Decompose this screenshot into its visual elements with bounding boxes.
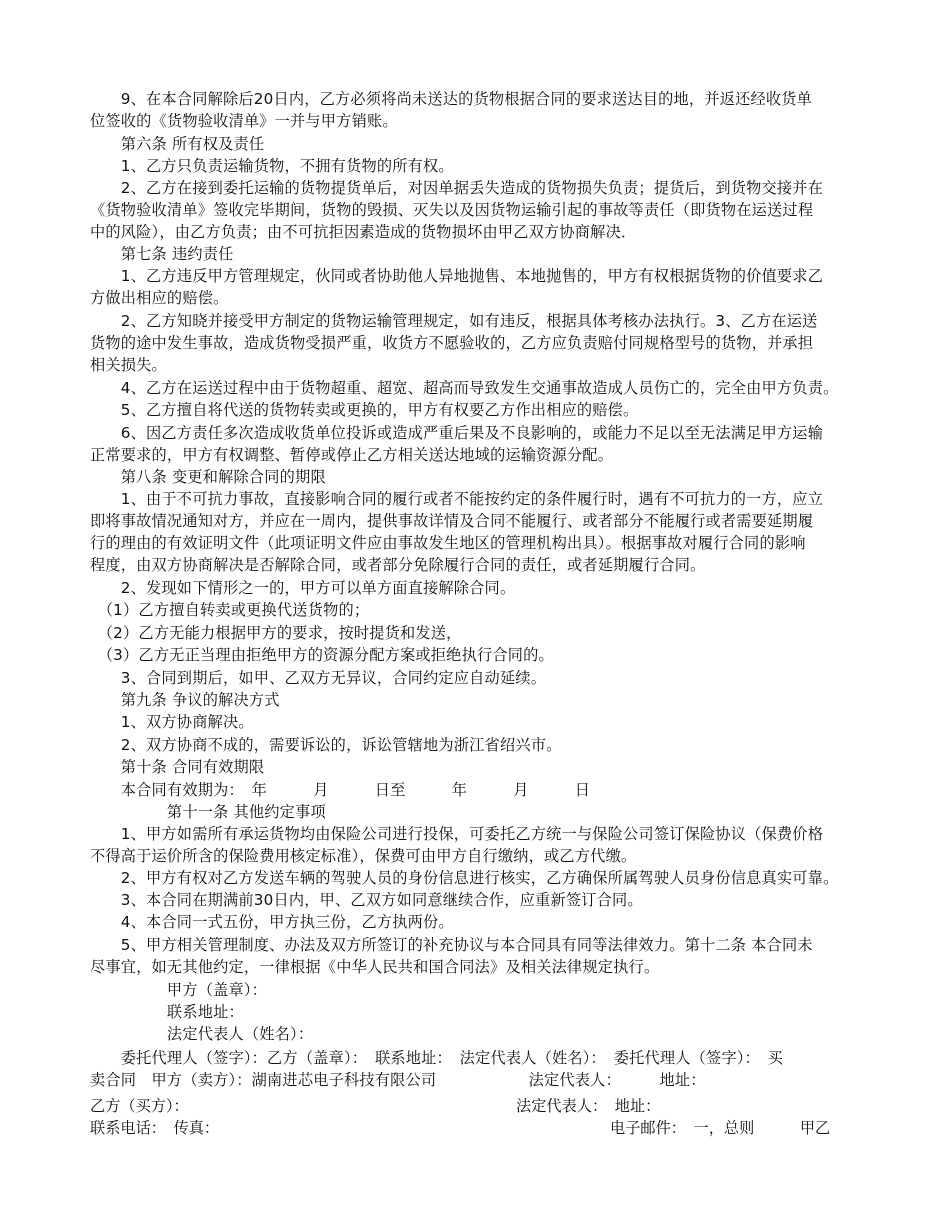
contract-line: 不得高于运价所含的保险费用核定标准），保费可由甲方自行缴纳，或乙方代缴。 [90, 847, 637, 865]
contract-line: （2）乙方无能力根据甲方的要求，按时提货和发送， [90, 624, 462, 642]
contract-line: 1、甲方如需所有承运货物均由保险公司进行投保，可委托乙方统一与保险公司签订保险协议（保费价格 [90, 825, 824, 843]
contract-line: 6、因乙方责任多次造成收货单位投诉或造成严重后果及不良影响的，或能力不足以至无法满足甲方运输 [90, 424, 824, 442]
contract-line: 即将事故情况通知对方，并应在一周内，提供事故详情及合同不能履行、或者部分不能履行或者需要延期履 [90, 512, 814, 530]
contract-line: 4、乙方在运送过程中由于货物超重、超宽、超高而导致发生交通事故造成人员伤亡的，完全由甲方负责。 [90, 379, 839, 397]
contract-line: 程度，由双方协商解决是否解除合同，或者部分免除履行合同的责任，或者延期履行合同。 [90, 556, 706, 574]
contract-line: 本合同有效期为： 年 月 日至 年 月 日 [90, 781, 591, 799]
contract-line: 方做出相应的赔偿。 [90, 289, 229, 307]
buyer-representative-address: 法定代表人： 地址： [516, 1097, 661, 1115]
phone-fax-line: 联系电话： 传真： [90, 1119, 220, 1137]
contract-line: 法定代表人（姓名）： [90, 1025, 314, 1043]
contract-line: 联系地址： [90, 1003, 244, 1021]
contract-line: 第十一条 其他约定事项 [90, 803, 326, 821]
contract-line: 委托代理人（签字）：乙方（盖章）： 联系地址： 法定代表人（姓名）： 委托代理人（签字）： 买 [90, 1049, 784, 1067]
contract-line: 位签收的《货物验收清单》一并与甲方销账。 [90, 112, 398, 130]
contract-line: 卖合同 甲方（卖方）：湖南进芯电子科技有限公司 法定代表人： 地址： [90, 1071, 706, 1089]
contract-line: 2、乙方在接到委托运输的货物提货单后，对因单据丢失造成的货物损失负责；提货后，到货物交接并在 [90, 179, 824, 197]
contract-line: 第八条 变更和解除合同的期限 [90, 468, 326, 486]
contract-line: 2、甲方有权对乙方发送车辆的驾驶人员的身份信息进行核实，乙方确保所属驾驶人员身份信息真实可靠。 [90, 869, 839, 887]
buyer-label: 乙方（买方）： [90, 1097, 189, 1115]
contract-line: 2、双方协商不成的，需要诉讼的，诉讼管辖地为浙江省绍兴市。 [90, 736, 562, 754]
contract-line: 正常要求的，甲方有权调整、暂停或停止乙方相关送达地域的运输资源分配。 [90, 446, 614, 464]
contract-line: 4、本合同一式五份，甲方执三份，乙方执两份。 [90, 913, 454, 931]
contract-line: 9、在本合同解除后20日内，乙方必须将尚未送达的货物根据合同的要求送达目的地，并返还经收货单 [90, 90, 813, 108]
contract-line: 第九条 争议的解决方式 [90, 691, 280, 709]
contract-line: 行的理由的有效证明文件（此项证明文件应由事故发生地区的管理机构出具）。根据事故对履行合同的影响 [90, 534, 806, 552]
contract-line: 尽事宜，如无其他约定，一律根据《中华人民共和国合同法》及相关法律规定执行。 [90, 958, 660, 976]
contract-line: 第十条 合同有效期限 [90, 758, 265, 776]
contract-line: 货物的途中发生事故，造成货物受损严重，收货方不愿验收的，乙方应负责赔付同规格型号的货物，并承担 [90, 334, 814, 352]
contract-line: 1、由于不可抗力事故，直接影响合同的履行或者不能按约定的条件履行时，遇有不可抗力的一方，应立 [90, 490, 824, 508]
contract-line: 第七条 违约责任 [90, 245, 234, 263]
contract-line: 甲方（盖章）： [90, 981, 268, 999]
contract-line: 相关损失。 [90, 356, 167, 374]
contract-line: 2、乙方知晓并接受甲方制定的货物运输管理规定，如有违反，根据具体考核办法执行。3、乙方在运送 [90, 312, 818, 330]
contract-line: 1、双方协商解决。 [90, 713, 254, 731]
contract-line: （1）乙方擅自转卖或更换代送货物的； [90, 601, 370, 619]
contract-line: 5、乙方擅自将代送的货物转卖或更换的，甲方有权要乙方作出相应的赔偿。 [90, 401, 639, 419]
contract-line: 2、发现如下情形之一的，甲方可以单方面直接解除合同。 [90, 579, 516, 597]
contract-line: 3、合同到期后，如甲、乙双方无异议，合同约定应自动延续。 [90, 669, 547, 687]
contract-line: 5、甲方相关管理制度、办法及双方所签订的补充协议与本合同具有同等法律效力。第十二条 本合同未 [90, 936, 813, 954]
contract-line: 《货物验收清单》签收完毕期间，货物的毁损、灭失以及因货物运输引起的事故等责任（即货物在运送过程 [90, 201, 814, 219]
contract-line: 第六条 所有权及责任 [90, 135, 265, 153]
email-general-line: 电子邮件： 一，总则 甲乙 [610, 1119, 831, 1137]
contract-line: 1、乙方只负责运输货物，不拥有货物的所有权。 [90, 157, 454, 175]
contract-line: （3）乙方无正当理由拒绝甲方的资源分配方案或拒绝执行合同的。 [90, 646, 554, 664]
contract-line: 中的风险），由乙方负责；由不可抗拒因素造成的货物损坏由甲乙双方协商解决． [90, 223, 637, 241]
contract-line: 1、乙方违反甲方管理规定，伙同或者协助他人异地抛售、本地抛售的，甲方有权根据货物的价值要求乙 [90, 267, 824, 285]
contract-line: 3、本合同在期满前30日内，甲、乙双方如同意继续合作，应重新签订合同。 [90, 891, 643, 909]
